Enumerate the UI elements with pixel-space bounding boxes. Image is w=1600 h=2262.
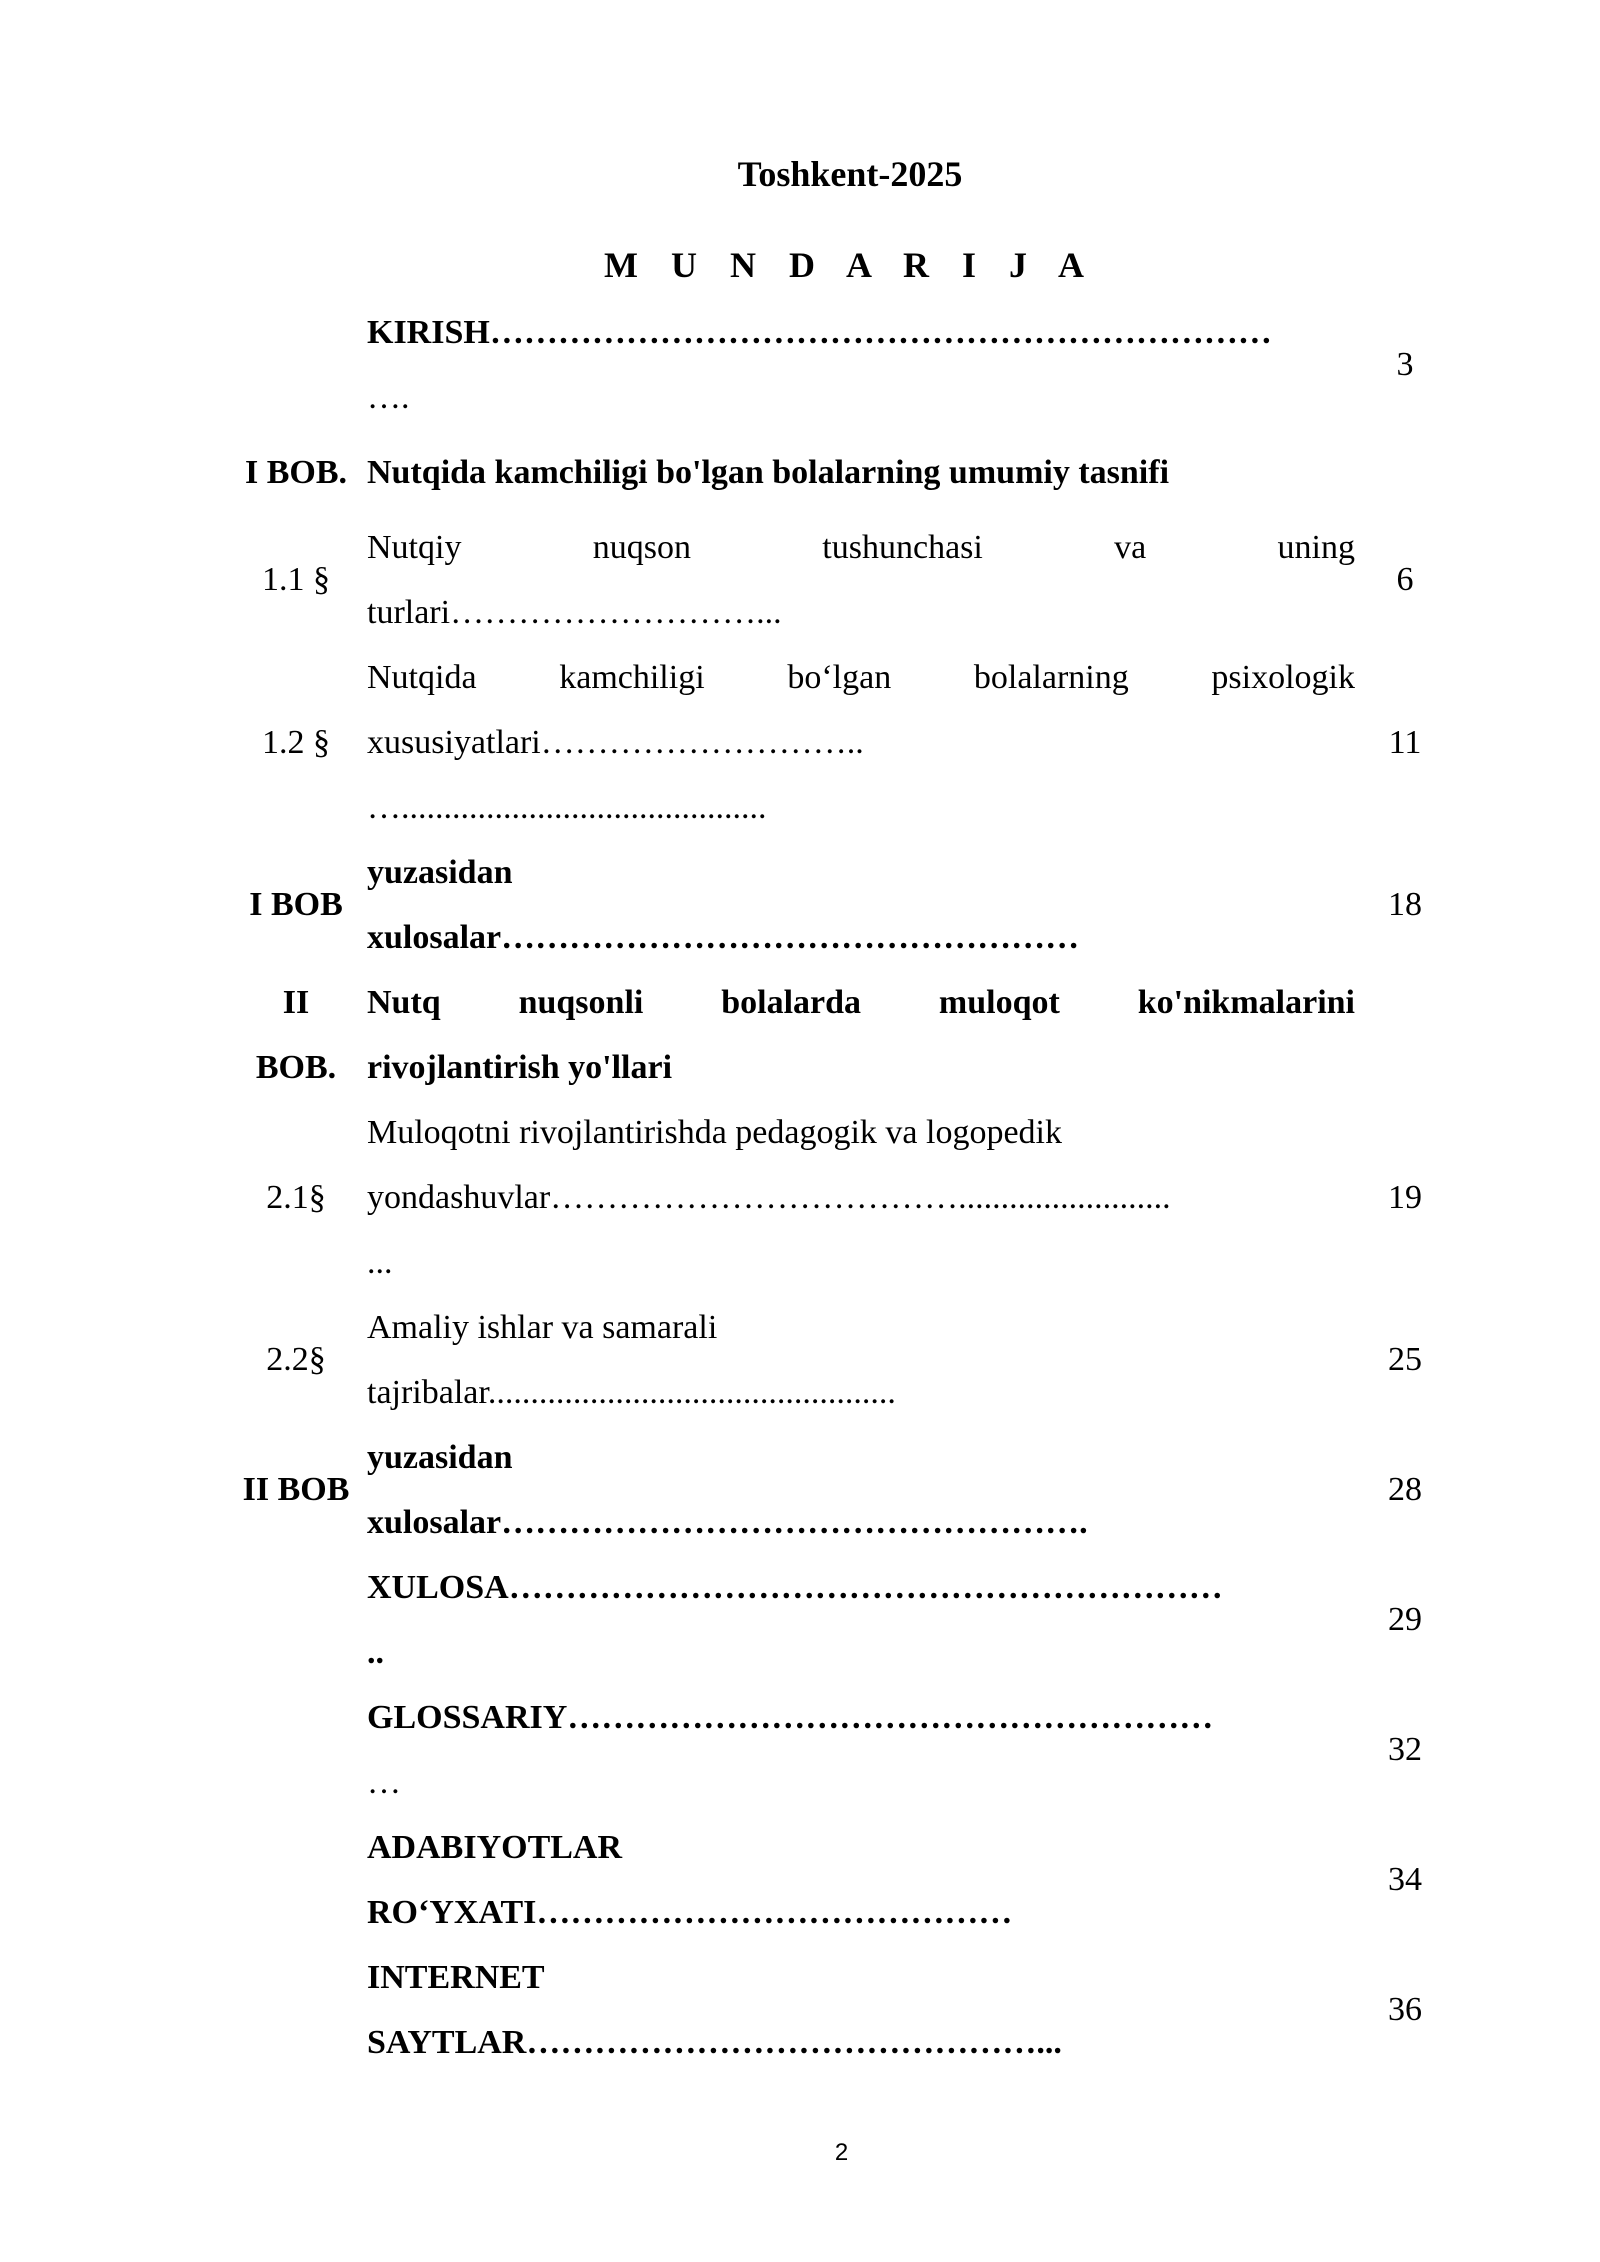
toc-page-number: 25 [1388, 1341, 1422, 1378]
table-of-contents-heading: M U N D A R I J A [603, 245, 1097, 285]
toc-entry-line: Nutq nuqsonli bolalarda muloqot ko'nikmalarini [367, 984, 1355, 1021]
toc-entry-line: ADABIYOTLAR [367, 1829, 623, 1866]
toc-entry-text [367, 1425, 1355, 1555]
toc-entry-line: …. [367, 379, 410, 416]
toc-page-number: 11 [1388, 724, 1422, 761]
toc-section-label: 1.2 § [262, 724, 330, 761]
toc-entry-line: .. [367, 1634, 384, 1671]
toc-chapter-title [367, 970, 1355, 1100]
toc-chapter-label-line: II [282, 984, 310, 1021]
toc-entry-line: tajribalar................................................ [367, 1374, 896, 1411]
toc-chapter-label: I BOB. [244, 454, 348, 491]
toc-page-number: 19 [1388, 1179, 1422, 1216]
toc-entry-line: RO‘YXATI…………………………………… [367, 1894, 1013, 1931]
toc-entry-line: GLOSSARIY………………………………………………… [367, 1699, 1214, 1736]
toc-entry-line: turlari………………………... [367, 594, 782, 631]
toc-entry-line: yondashuvlar………………………………......................... [367, 1179, 1171, 1216]
toc-entry-line: … [367, 1764, 401, 1801]
toc-entry-line: KIRISH…………………………………………………………… [367, 314, 1272, 351]
toc-entry-line: ... [367, 1244, 393, 1281]
toc-entry-text [367, 1100, 1355, 1295]
toc-entry-text [367, 645, 1355, 840]
toc-section-label: 1.1 § [262, 561, 330, 598]
toc-entry-line: Amaliy ishlar va samarali [367, 1309, 718, 1346]
toc-page-number: 34 [1388, 1861, 1422, 1898]
toc-entry-line: SAYTLAR………………………………………... [367, 2024, 1062, 2061]
toc-entry-line: Nutqida kamchiligi bo'lgan bolalarning umumiy tasnifi [367, 454, 1170, 491]
toc-entry-line: xulosalar…………………………………………… [367, 919, 1080, 956]
toc-section-label: 2.2§ [266, 1341, 326, 1378]
toc-entry-line: xulosalar……………………………………………. [367, 1504, 1088, 1541]
toc-chapter-label-line: BOB. [255, 1049, 337, 1086]
toc-entry-text [367, 840, 1355, 970]
toc-chapter-label [236, 970, 356, 1100]
toc-page-number: 36 [1388, 1991, 1422, 2028]
toc-chapter-label: II BOB [242, 1471, 350, 1508]
toc-entry-line: …........................................... [367, 789, 767, 826]
toc-entry-text [367, 1815, 1355, 1945]
toc-entry-line: INTERNET [367, 1959, 545, 1996]
toc-entry-text [367, 515, 1355, 645]
toc-page-number: 18 [1388, 886, 1422, 923]
toc-entry-line: xususiyatlari……………………….. [367, 724, 864, 761]
toc-section-label: 2.1§ [266, 1179, 326, 1216]
toc-chapter-label: I BOB [249, 886, 343, 923]
toc-entry-line: yuzasidan [367, 854, 513, 891]
toc-entry-line: yuzasidan [367, 1439, 513, 1476]
toc-entry-line: rivojlantirish yo'llari [367, 1049, 673, 1086]
toc-entry-line: XULOSA……………………………………………………… [367, 1569, 1223, 1606]
toc-page-number: 3 [1396, 346, 1414, 383]
footer-page-number: 2 [834, 2139, 849, 2166]
toc-entry-text [367, 300, 1355, 430]
toc-entry-line: Nutqida kamchiligi bo‘lgan bolalarning psixologik [367, 659, 1355, 696]
toc-entry-text [367, 1685, 1355, 1815]
toc-entry-text [367, 1945, 1355, 2075]
toc-page-number: 6 [1396, 561, 1414, 598]
toc-entry-line: Muloqotni rivojlantirishda pedagogik va logopedik [367, 1114, 1063, 1151]
toc-page-number: 28 [1388, 1471, 1422, 1508]
toc-page-number: 29 [1388, 1601, 1422, 1638]
toc-entry-line: Nutqiy nuqson tushunchasi va uning [367, 529, 1355, 566]
toc-entry-text [367, 1555, 1355, 1685]
toc-chapter-title [367, 440, 1355, 505]
toc-page-number: 32 [1388, 1731, 1422, 1768]
toc-entry-text [367, 1295, 1355, 1425]
city-year-title: Toshkent-2025 [737, 154, 963, 194]
